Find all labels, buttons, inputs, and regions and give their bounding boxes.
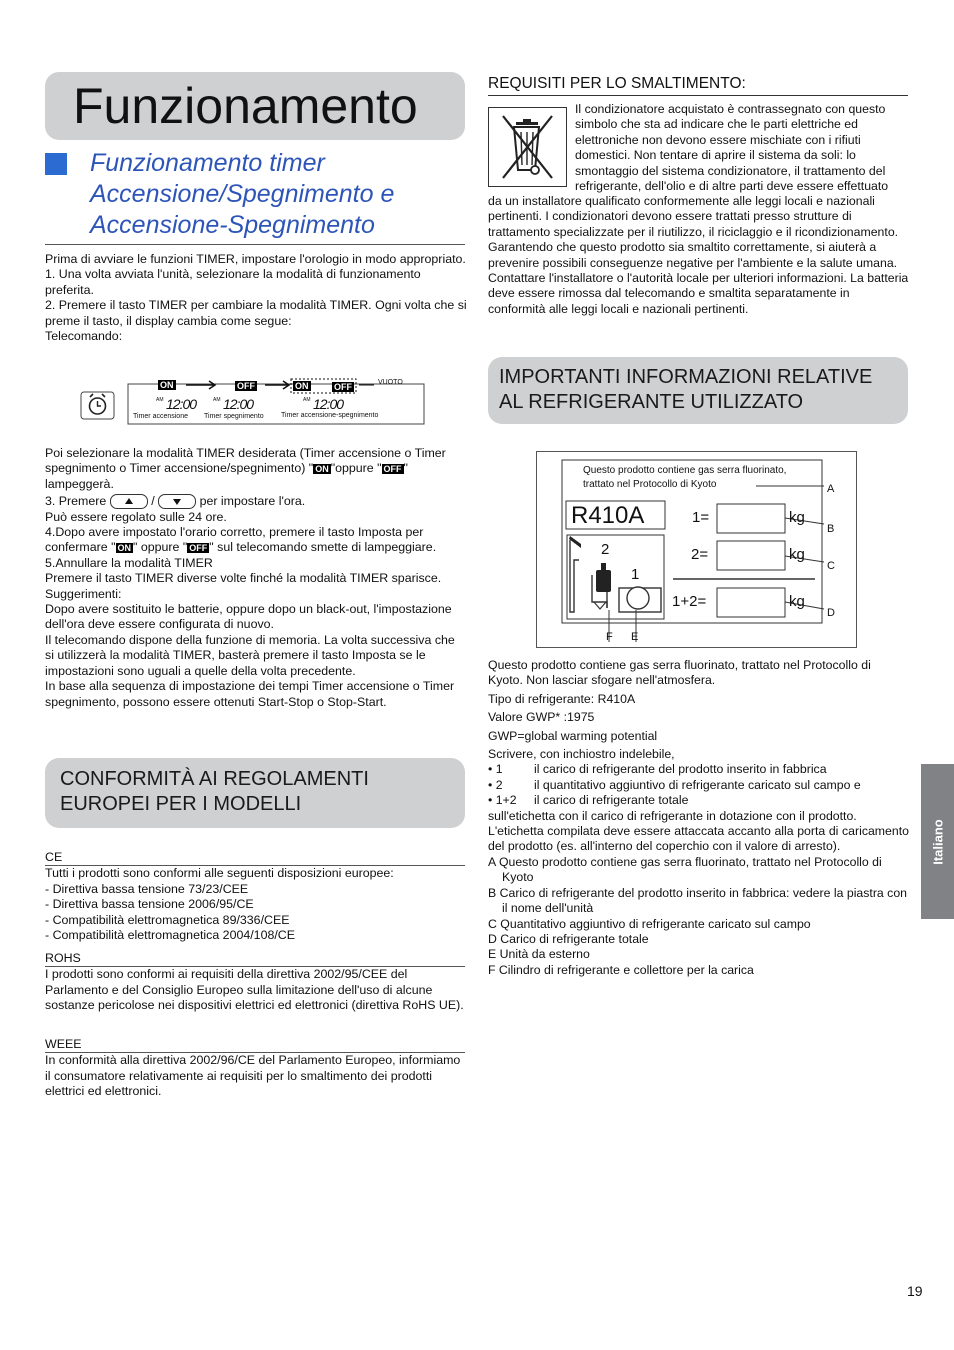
- instruction-line: Dopo avere sostituito le batterie, oppure dopo un black-out, l'impostazione dell'ora deve essere configurata di nuovo.: [45, 602, 452, 632]
- remote-timer-diagram: [78, 377, 425, 425]
- bullet-item: [488, 778, 909, 793]
- callout-c: C: [827, 560, 835, 572]
- down-button-icon: [158, 494, 196, 509]
- callout-b: B: [827, 523, 835, 535]
- page-number: 19: [907, 1283, 923, 1299]
- label-unit: kg: [789, 546, 805, 563]
- info-line: Questo prodotto contiene gas serra fluorinato, trattato nel Protocollo di Kyoto. Non lasciar sfogare nell'atmosfera.: [488, 658, 871, 688]
- refrigerant-heading: IMPORTANTI INFORMAZIONI RELATIVE AL REFRIGERANTE UTILIZZATO: [499, 366, 873, 413]
- am-label: AM: [213, 397, 221, 403]
- weee-text: In conformità alla direttiva 2002/96/CE del Parlamento Europeo, informiamo il consumatore relativamente ai requisiti per lo smaltimento dei prodotti elettrici ed elettronici.: [45, 1053, 461, 1099]
- callout-f: F: [606, 631, 613, 643]
- callout-a: A: [827, 483, 835, 495]
- bullet-item: [488, 762, 909, 777]
- rohs-title: ROHS: [45, 951, 81, 965]
- legend-item: C Quantitativo aggiuntivo di refrigerante caricato sul campo: [488, 916, 811, 931]
- ce-line: - Compatibilità elettromagnetica 2004/108/CE: [45, 928, 296, 943]
- instruction-select: [45, 446, 467, 492]
- bullet-key: • 1+2: [488, 793, 517, 808]
- info-line: Valore GWP* :1975: [488, 710, 595, 725]
- bullet-text: il carico di refrigerante totale: [534, 793, 689, 808]
- subtitle-marker: [45, 153, 67, 175]
- language-tab-label: Italiano: [930, 818, 945, 865]
- bullet-key: • 1: [488, 762, 503, 777]
- text: /: [151, 494, 155, 509]
- text: Poi selezionare la modalità TIMER desiderata (Timer accensione o Timer spegnimento o Timer accensione/spegnimento) ": [45, 446, 446, 476]
- info-line: L'etichetta compilata deve essere attaccata accanto alla porta di caricamento del prodotto (es. all'interno del coperchio con il valore di arresto).: [488, 824, 909, 854]
- intro-line: Prima di avviare le funzioni TIMER, impostare l'orologio in modo appropriato.: [45, 252, 466, 266]
- text: " lampeggerà.: [45, 461, 408, 491]
- label-notice: Questo prodotto contiene gas serra fluorinato, trattato nel Protocollo di Kyoto: [583, 465, 787, 490]
- text: " sul telecomando smette di lampeggiare.: [209, 540, 437, 555]
- caption-onoff: Timer accensione-spegnimento: [281, 412, 379, 419]
- intro-line: Telecomando:: [45, 329, 123, 344]
- text: 4.Dopo avere impostato l'orario corretto, premere il tasto Imposta per confermare ": [45, 525, 424, 555]
- am-label: AM: [303, 397, 311, 403]
- off-indicator-combined: OFF: [334, 382, 352, 392]
- timer-intro: [45, 252, 467, 344]
- instruction-press: [45, 494, 467, 509]
- conformity-weee: [45, 1037, 467, 1100]
- title-banner: [45, 72, 465, 140]
- refrigerant-banner: [488, 357, 908, 424]
- instruction-line: Può essere regolato sulle 24 ore.: [45, 509, 227, 524]
- instruction-confirm: [45, 525, 467, 556]
- bullet-text: il quantitativo aggiuntivo di refrigerante caricato sul campo e: [534, 777, 861, 792]
- bullet-text: il carico di refrigerante del prodotto inserito in fabbrica: [534, 762, 827, 777]
- caption-off: Timer spegnimento: [204, 413, 264, 420]
- text: "oppure ": [330, 461, 382, 476]
- info-line: Tipo di refrigerante: R410A: [488, 691, 636, 706]
- caption-on: Timer accensione: [133, 413, 188, 420]
- disposal-rule: [488, 95, 908, 96]
- off-indicator: OFF: [383, 464, 402, 475]
- off-indicator: OFF: [189, 543, 208, 554]
- disposal-text-below: da un installatore qualificato conformemente alle leggi locali e nazionali pertinenti. I condizionatori devono essere trattati presso strutture di trattamento specializzate per il riutilizzo, il riciclaggio e il ricondizionamento. Garantendo che questo prodotto sia smaltito correttamente, si aiuterà a prevenire possibili conseguenze negative per l'ambiente e la salute umana. Contattare l'installatore o l'autorità locale per ulteriori informazioni. La batteria deve essere rimossa dal telecomando e smaltita separatamente in conformità alle leggi locali e nazionali pertinenti.: [488, 194, 909, 316]
- ce-line: Tutti i prodotti sono conformi alle seguenti disposizioni europee:: [45, 866, 394, 881]
- label-gas: R410A: [571, 502, 645, 529]
- timer-instructions: [45, 446, 467, 710]
- legend-item: E Unità da esterno: [488, 947, 590, 962]
- rohs-text: I prodotti sono conformi ai requisiti della direttiva 2002/95/CEE del Parlamento e del Consiglio Europeo sulla limitazione dell'uso di alcune sostanze pericolose nei dispositivi elettrici ed elettronici (direttiva RoHS UE).: [45, 967, 464, 1013]
- label-row1: 1=: [692, 509, 710, 526]
- legend-item: B Carico di refrigerante del prodotto inserito in fabbrica: vedere la piastra con il nome dell'unità: [488, 885, 908, 916]
- text: per impostare l'ora.: [199, 494, 306, 509]
- on-indicator-combined: ON: [295, 381, 309, 391]
- off-indicator: OFF: [237, 381, 255, 391]
- text: " oppure ": [133, 540, 188, 555]
- intro-line: 2. Premere il tasto TIMER per cambiare la modalità TIMER. Ogni volta che si preme il tasto, il display cambia come segue:: [45, 298, 467, 328]
- refrigerant-label-figure: [536, 451, 857, 648]
- section-subtitle: Funzionamento timer Accensione/Spegnimento e Accensione-Spegnimento: [90, 149, 395, 239]
- instruction-line: 5.Annullare la modalità TIMER: [45, 555, 213, 570]
- ce-line: - Compatibilità elettromagnetica 89/336/CEE: [45, 912, 290, 927]
- on-indicator: ON: [160, 380, 174, 390]
- legend-item: A Questo prodotto contiene gas serra fluorinato, trattato nel Protocollo di Kyoto: [488, 854, 882, 885]
- callout-e: E: [631, 631, 639, 643]
- instruction-line: In base alla sequenza di impostazione dei tempi Timer accensione o Timer spegnimento, possono essere ottenuti Start-Stop o Stop-Start.: [45, 679, 455, 709]
- on-indicator: ON: [315, 464, 329, 475]
- info-line: Scrivere, con inchiostro indelebile,: [488, 747, 675, 762]
- label-row2: 2=: [691, 546, 709, 563]
- conformity-banner: [45, 758, 465, 828]
- label-unit: kg: [789, 509, 805, 526]
- bullet-item: [488, 793, 909, 808]
- disposal-heading: REQUISITI PER LO SMALTIMENTO:: [488, 75, 746, 92]
- instruction-line: Suggerimenti:: [45, 586, 122, 601]
- legend-item: F Cilindro di refrigerante e collettore per la carica: [488, 962, 754, 977]
- page-title: Funzionamento: [73, 78, 418, 134]
- weee-title: WEEE: [45, 1037, 82, 1051]
- conformity-ce: [45, 850, 465, 943]
- info-line: sull'etichetta con il carico di refrigerante in dotazione con il prodotto.: [488, 808, 857, 823]
- intro-line: 1. Una volta avviata l'unità, selezionare la modalità di funzionamento preferita.: [45, 267, 421, 297]
- up-button-icon: [110, 494, 148, 509]
- on-indicator: ON: [117, 543, 132, 554]
- label-num1: 1: [631, 566, 640, 583]
- language-tab[interactable]: [921, 764, 954, 919]
- ce-title: CE: [45, 850, 63, 864]
- legend-item: D Carico di refrigerante totale: [488, 931, 649, 946]
- callout-d: D: [827, 607, 835, 619]
- label-unit: kg: [789, 593, 805, 610]
- instruction-line: Il telecomando dispone della funzione di memoria. La volta successiva che si utilizzerà la modalità TIMER, basterà premere il tasto Imposta se le impostazioni sono uguali a quelle della volta precedente.: [45, 632, 455, 678]
- label-row3: 1+2=: [672, 593, 707, 610]
- ce-line: - Direttiva bassa tensione 2006/95/CE: [45, 897, 254, 912]
- conformity-heading: CONFORMITÀ AI REGOLAMENTI EUROPEI PER I MODELLI: [60, 768, 369, 815]
- empty-label: VUOTO: [378, 379, 403, 386]
- time-display: 12:00: [223, 396, 254, 412]
- refrigerant-info: [488, 658, 909, 978]
- subtitle-rule: [45, 244, 465, 245]
- label-num2: 2: [601, 541, 610, 558]
- conformity-rohs: [45, 951, 465, 1014]
- text: 3. Premere: [45, 494, 107, 509]
- info-line: GWP=global warming potential: [488, 728, 658, 743]
- disposal-text-beside: Il condizionatore acquistato è contrassegnato con questo simbolo che sta ad indicare che le parti elettriche ed elettroniche non devono essere mischiate con i rifiuti domestici. Non tentare di aprire il sistema da soli: lo smontaggio del sistema condizionatore, il trattamento del refrigerante, dell'olio e di altre parti deve essere effettuato: [575, 102, 889, 194]
- ce-line: - Direttiva bassa tensione 73/23/CEE: [45, 881, 249, 896]
- am-label: AM: [156, 397, 164, 403]
- time-display: 12:00: [313, 396, 344, 412]
- time-display: 12:00: [166, 396, 197, 412]
- bullet-key: • 2: [488, 777, 503, 792]
- weee-bin-icon: [488, 107, 567, 187]
- instruction-line: Premere il tasto TIMER diverse volte finché la modalità TIMER sparisce.: [45, 571, 442, 586]
